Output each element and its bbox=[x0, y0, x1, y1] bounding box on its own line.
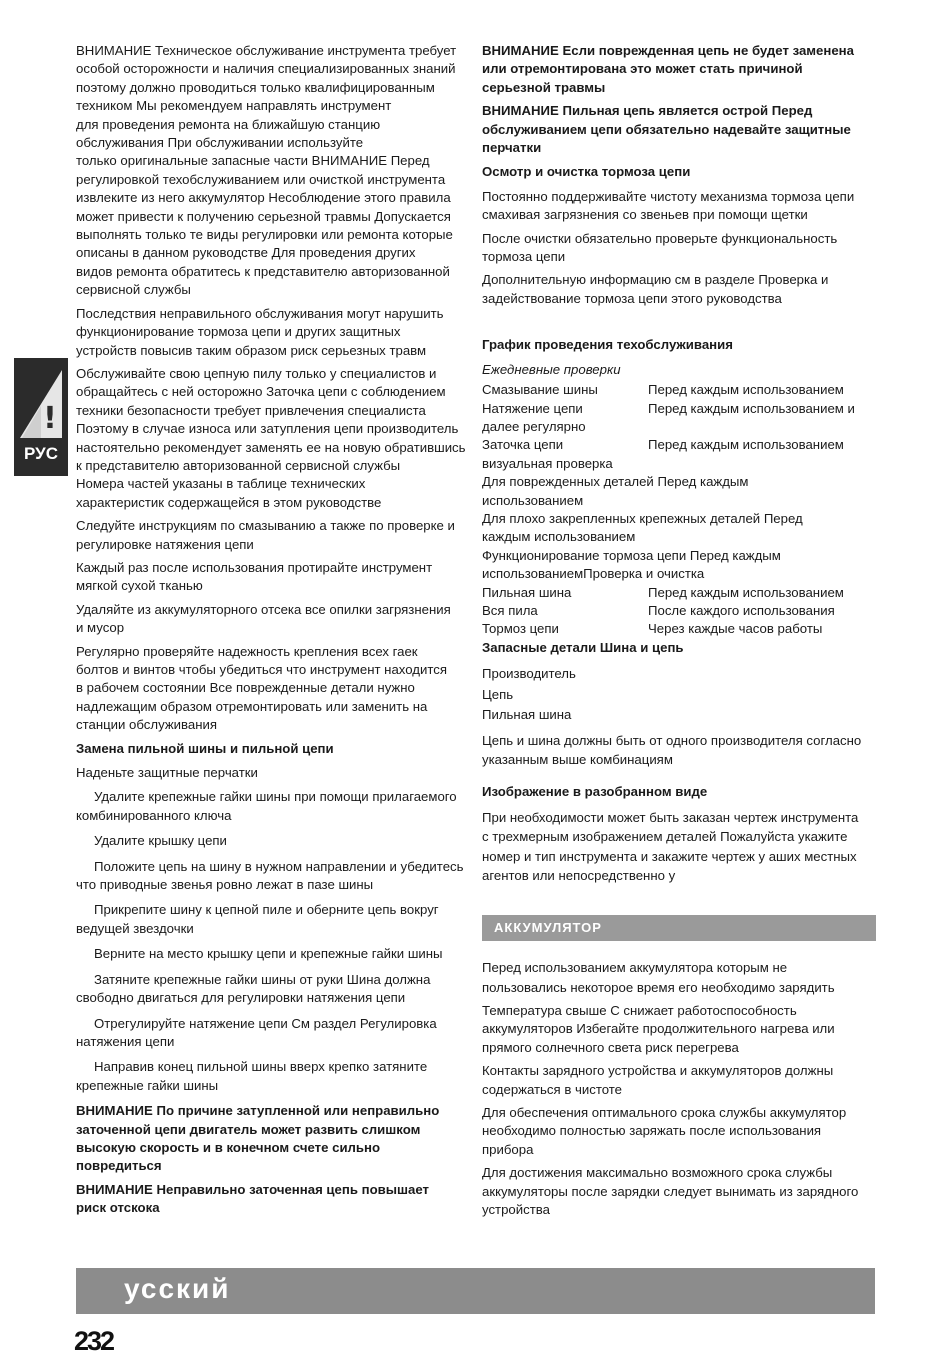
schedule-interval: Перед каждым использованием bbox=[648, 584, 844, 600]
schedule-row bbox=[482, 436, 876, 454]
brake-check-paragraph: После очистки обязательно проверьте функциональность тормоза цепи bbox=[482, 230, 838, 265]
schedule-item: Пильная шина bbox=[482, 584, 572, 600]
step-attach-bar: Прикрепите шину к цепной пиле и оберните цепь вокруг ведущей звездочки bbox=[76, 902, 439, 936]
schedule-interval: Перед каждым использованием и bbox=[648, 400, 855, 416]
battery-remove-paragraph: Для достижения максимально возможного срока службы аккумуляторы после зарядки следует вынимать из зарядного устройства bbox=[482, 1165, 859, 1218]
schedule-item: Смазывание шины bbox=[482, 382, 598, 398]
service-specialists-paragraph: Обслуживайте свою цепную пилу только у специалистов и обращайтесь с ней осторожно Заточка цепи с соблюдением техники безопасности требует привлечения специалиста Поэтому в случае износа или затупления цепи производитель настоятельно рекомендует заменять ее на новую обратившись к представителю авторизованной сервисной службы Номера частей указаны в таблице технических характеристик содержащейся в этом руководстве bbox=[76, 365, 466, 510]
step-adjust-tension: Отрегулируйте натяжение цепи См раздел Регулировка натяжения цепи bbox=[76, 1015, 437, 1049]
warning-icon bbox=[18, 366, 64, 440]
parts-manufacturer: Производитель bbox=[482, 666, 576, 682]
schedule-row bbox=[482, 620, 876, 638]
warning-dull-chain: ВНИМАНИЕ По причине затупленной или неправильно заточенной цепи двигатель может развить слишком высокую скорость и в конечном счете сильно повредиться bbox=[76, 1103, 440, 1174]
schedule-item: Заточка цепи bbox=[482, 437, 564, 453]
warning-kickback: ВНИМАНИЕ Неправильно заточенная цепь повышает риск отскока bbox=[76, 1181, 429, 1216]
language-side-tab bbox=[14, 358, 68, 476]
schedule-item: Натяжение цепи bbox=[482, 400, 583, 416]
warning-maintenance-paragraph: ВНИМАНИЕ Техническое обслуживание инструмента требует особой осторожности и наличия специализированных знаний поэтому должно проводиться только квалифицированным техником Мы рекомендуем направлять инструмент для проведения ремонта на ближайшую станцию обслуживания При обслуживании используйте только оригинальные запасные части ВНИМАНИЕ Перед регулировкой техобслуживанием или очисткой инструмента извлеките из него аккумулятор Несоблюдение этого правила может привести к получению серьезной травмы Допускается выполнять только те виды регулировки или ремонта которые описаны в данном руководстве Для проведения других видов ремонта обратитесь к представителю авторизованной сервисной службы bbox=[76, 43, 457, 298]
parts-note: Цепь и шина должны быть от одного производителя согласно указанным выше комбинациям bbox=[482, 733, 862, 767]
step-hand-tighten: Затяните крепежные гайки шины от руки Шина должна свободно двигаться для регулировки натяжения цепи bbox=[76, 971, 431, 1006]
schedule-row bbox=[482, 381, 876, 399]
wipe-tool-paragraph: Каждый раз после использования протирайте инструмент мягкой сухой тканью bbox=[76, 559, 433, 594]
battery-compartment-paragraph: Удаляйте из аккумуляторного отсека все опилки загрязнения и мусор bbox=[76, 601, 451, 636]
footer-language-title: усский bbox=[124, 1273, 231, 1304]
battery-charge-paragraph: Перед использованием аккумулятора которым не пользовались некоторое время его необходимо зарядить bbox=[482, 960, 835, 995]
schedule-row bbox=[482, 400, 876, 418]
step-replace-cover: Верните на место крышку цепи и крепежные гайки шины bbox=[94, 946, 443, 962]
page-number: 232 bbox=[74, 1326, 114, 1356]
battery-section bbox=[482, 958, 876, 1224]
exploded-view-heading: Изображение в разобранном виде bbox=[482, 784, 708, 800]
replace-bar-chain-heading: Замена пильной шины и пильной цепи bbox=[76, 740, 334, 756]
schedule-item: Вся пила bbox=[482, 602, 538, 618]
schedule-daily-label: Ежедневные проверки bbox=[482, 361, 621, 377]
brake-clean-paragraph: Постоянно поддерживайте чистоту механизма тормоза цепи смахивая загрязнения со звеньев при помощи щетки bbox=[482, 188, 855, 223]
footer-bar bbox=[76, 1268, 875, 1314]
battery-lifetime-paragraph: Для обеспечения оптимального срока службы аккумулятор необходимо полностью заряжать после использования прибора bbox=[482, 1105, 847, 1157]
schedule-row: Для плохо закрепленных крепежных деталей Перед каждым использованием bbox=[482, 510, 803, 545]
check-fasteners-paragraph: Регулярно проверяйте надежность крепления всех гаек болтов и винтов чтобы убедиться что инструмент находится в рабочем состоянии Все поврежденные детали нужно надлежащим образом отремонтировать или заменить на станции обслуживания bbox=[76, 643, 447, 733]
schedule-row: Для поврежденных деталей Перед каждым использованием bbox=[482, 474, 749, 508]
improper-maintenance-paragraph: Последствия неправильного обслуживания могут нарушить функционирование тормоза цепи и других защитных устройств повысив таким образом риск серьезных травм bbox=[76, 305, 444, 358]
maintenance-schedule bbox=[482, 361, 876, 639]
step-gloves: Наденьте защитные перчатки bbox=[76, 765, 258, 781]
spare-parts-heading: Запасные детали Шина и цепь bbox=[482, 639, 684, 655]
maintenance-schedule-heading: График проведения техобслуживания bbox=[482, 337, 733, 353]
step-tighten-nuts: Направив конец пильной шины вверх крепко затяните крепежные гайки шины bbox=[76, 1059, 428, 1093]
left-column bbox=[76, 42, 472, 1223]
battery-contacts-paragraph: Контакты зарядного устройства и аккумуляторов должны содержаться в чистоте bbox=[482, 1063, 834, 1097]
schedule-row: Функционирование тормоза цепи Перед каждым использованиемПроверка и очистка bbox=[482, 547, 781, 582]
chain-brake-heading: Осмотр и очистка тормоза цепи bbox=[482, 164, 691, 180]
svg-text:!: ! bbox=[43, 401, 57, 436]
schedule-item: Тормоз цепи bbox=[482, 621, 559, 637]
schedule-interval: Перед каждым использованием bbox=[648, 382, 844, 398]
schedule-continuation: далее регулярно bbox=[482, 418, 586, 434]
schedule-row bbox=[482, 584, 876, 602]
step-remove-cover: Удалите крышку цепи bbox=[94, 833, 227, 849]
right-column bbox=[482, 42, 876, 891]
schedule-interval: Перед каждым использованием bbox=[648, 437, 844, 453]
step-place-chain: Положите цепь на шину в нужном направлении и убедитесь что приводные звенья ровно лежат в пазе шины bbox=[76, 858, 464, 893]
warning-damaged-chain: ВНИМАНИЕ Если поврежденная цепь не будет заменена или отремонтирована это может стать причиной серьезной травмы bbox=[482, 43, 854, 95]
warning-sharp-chain: ВНИМАНИЕ Пильная цепь является острой Перед обслуживанием цепи обязательно надевайте защитные перчатки bbox=[482, 103, 851, 156]
parts-bar: Пильная шина bbox=[482, 707, 572, 722]
language-label: РУС bbox=[24, 444, 58, 463]
battery-section-bar: АККУМУЛЯТОР bbox=[482, 915, 876, 941]
schedule-row bbox=[482, 602, 876, 620]
lubrication-paragraph: Следуйте инструкциям по смазыванию а также по проверке и регулировке натяжения цепи bbox=[76, 518, 455, 552]
battery-temperature-paragraph: Температура свыше C снижает работоспособность аккумуляторов Избегайте продолжительного нагрева или прямого солнечного света риск перегрева bbox=[482, 1003, 835, 1055]
schedule-interval: После каждого использования bbox=[648, 602, 835, 618]
step-remove-nuts: Удалите крепежные гайки шины при помощи прилагаемого комбинированного ключа bbox=[76, 789, 457, 823]
schedule-interval: Через каждые часов работы bbox=[648, 621, 823, 637]
parts-chain: Цепь bbox=[482, 686, 514, 702]
exploded-view-paragraph: При необходимости может быть заказан чертеж инструмента с трехмерным изображением деталей Пожалуйста укажите номер и тип инструмента и закажите чертеж у аших местных агентов или непосредственно у bbox=[482, 809, 859, 884]
brake-info-paragraph: Дополнительную информацию см в разделе Проверка и задействование тормоза цепи этого руководства bbox=[482, 272, 829, 306]
schedule-continuation: визуальная проверка bbox=[482, 455, 613, 471]
